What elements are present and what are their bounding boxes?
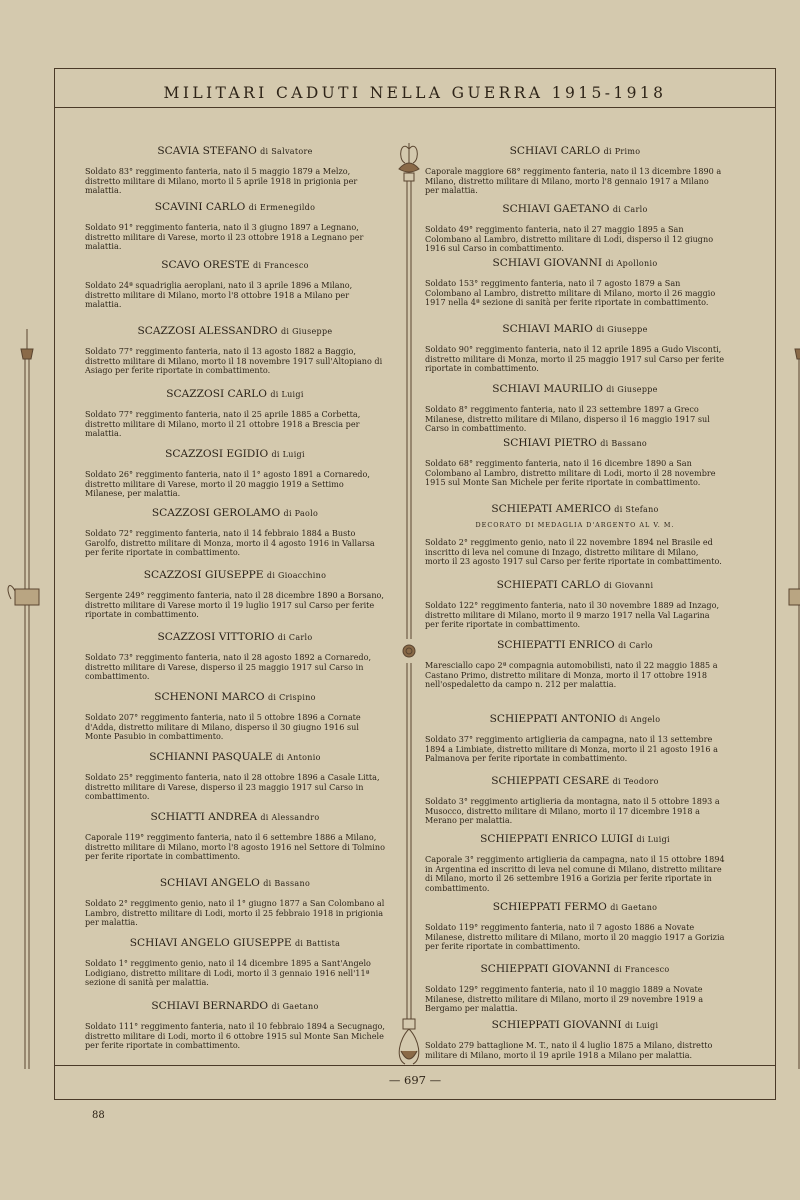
entry-text: Soldato 2° reggimento genio, nato il 1° giugno 1877 a San Colombano al Lambro, distretto militare di Lodi, morto il 25 febbraio 1918 in prigionia per malattia.: [85, 898, 385, 928]
page-frame: [54, 68, 776, 1100]
soldier-name: SCHIEPPATI ANTONIO: [489, 713, 616, 725]
entry: [425, 503, 725, 567]
soldier-name: SCHIAVI CARLO: [509, 145, 601, 157]
father-name: di Francesco: [613, 965, 670, 974]
soldier-name: SCAZZOSI EGIDIO: [165, 448, 269, 460]
entry: [425, 257, 725, 308]
entry-text: Soldato 2° reggimento genio, nato il 22 novembre 1894 nel Brasile ed inscritto di leva nel comune di Inzago, distretto militare di Milano, morto il 23 agosto 1917 sul Carso per ferite riportate in combattimento.: [425, 537, 722, 567]
entry-text: Soldato 119° reggimento fanteria, nato il 7 agosto 1886 a Novate Milanese, distretto militare di Milano, morto il 20 maggio 1917 a Gorizia per ferite riportate in combattimento.: [425, 922, 725, 952]
entry: [425, 901, 725, 952]
entry: [85, 388, 385, 439]
father-name: di Giuseppe: [606, 385, 658, 394]
soldier-name: SCHIATTI ANDREA: [150, 811, 258, 823]
entry-text: Soldato 26° reggimento fanteria, nato il 1° agosto 1891 a Cornaredo, distretto militare di Varese, morto il 20 maggio 1919 a Settimo Milanese, per malattia.: [85, 469, 370, 499]
father-name: di Carlo: [277, 633, 313, 642]
bottom-rule: [55, 1065, 775, 1066]
father-name: di Antonio: [275, 753, 321, 762]
entry: [425, 713, 725, 764]
entry: [85, 259, 385, 310]
father-name: di Luigi: [271, 450, 305, 459]
entry: [85, 877, 385, 928]
entry: [85, 691, 385, 742]
father-name: di Giovanni: [603, 581, 654, 590]
father-name: di Ermenegildo: [248, 203, 316, 212]
soldier-name: SCAZZOSI GEROLAMO: [151, 507, 281, 519]
father-name: di Gioacchino: [266, 571, 327, 580]
father-name: di Apollonio: [605, 259, 658, 268]
entry: [425, 383, 725, 434]
entry: [425, 833, 725, 893]
soldier-name: SCHIEPATTI ENRICO: [497, 639, 615, 651]
soldier-name: SCAZZOSI ALESSANDRO: [137, 325, 278, 337]
entry-text: Soldato 25° reggimento fanteria, nato il 28 ottobre 1896 a Casale Litta, distretto militare di Varese, disperso il 23 maggio 1917 sul Carso in combattimento.: [85, 772, 380, 802]
soldier-name: SCHIEPPATI GIOVANNI: [480, 963, 611, 975]
soldier-name: SCHIAVI ANGELO GIUSEPPE: [129, 937, 292, 949]
soldier-name: SCHIAVI MARIO: [502, 323, 593, 335]
title-band: [55, 69, 775, 108]
entry: [85, 507, 385, 558]
father-name: di Bassano: [600, 439, 648, 448]
soldier-name: SCHIEPPATI FERMO: [492, 901, 607, 913]
entry-text: Maresciallo capo 2ª compagnia automobilisti, nato il 22 maggio 1885 a Castano Primo, distretto militare di Monza, morto il 17 ottobre 1918 nell'ospedaletto da campo n. 212 per malattia.: [425, 660, 718, 690]
entry-text: Sergente 249° reggimento fanteria, nato il 28 dicembre 1890 a Borsano, distretto militare di Varese morto il 19 luglio 1917 sul Carso per ferite riportate in combattimento.: [85, 590, 384, 620]
right-staff-ornament: [777, 329, 800, 1069]
soldier-name: SCAVIA STEFANO: [157, 145, 257, 157]
entry: [85, 201, 385, 252]
entry: [425, 1019, 725, 1060]
entry: [425, 145, 725, 196]
entry-text: Soldato 24ª squadriglia aeroplani, nato il 3 aprile 1896 a Milano, distretto militare di Milano, morto l'8 ottobre 1918 a Milano per malattia.: [85, 280, 353, 310]
father-name: di Crispino: [267, 693, 316, 702]
entry-text: Soldato 91° reggimento fanteria, nato il 3 giugno 1897 a Legnano, distretto militare di Varese, morto il 23 ottobre 1918 a Legnano per malattia.: [85, 222, 364, 252]
folio-number: 88: [92, 1110, 105, 1121]
soldier-name: SCAZZOSI GIUSEPPE: [143, 569, 264, 581]
entry: [85, 631, 385, 682]
page-number: — 697 —: [388, 1073, 442, 1087]
father-name: di Luigi: [625, 1021, 659, 1030]
father-name: di Luigi: [270, 390, 304, 399]
soldier-name: SCHIAVI PIETRO: [502, 437, 597, 449]
center-staff-ornament: [391, 139, 427, 1069]
soldier-name: SCHIANNI PASQUALE: [149, 751, 273, 763]
entry-text: Soldato 8° reggimento fanteria, nato il 23 settembre 1897 a Greco Milanese, distretto militare di Milano, disperso il 16 maggio 1917 sul Carso in combattimento.: [425, 404, 710, 434]
entry-text: Soldato 49° reggimento fanteria, nato il 27 maggio 1895 a San Colombano al Lambro, distretto militare di Lodi, disperso il 12 giugno 1916 sul Carso in combattimento.: [425, 224, 714, 254]
entry-text: Caporale 3° reggimento artiglieria da campagna, nato il 15 ottobre 1894 in Argentina ed inscritto di leva nel comune di Milano, distretto militare di Milano, morto il 26 settembre 1916 a Gorizia per ferite riportate in combattimento.: [425, 854, 725, 893]
soldier-name: SCHIAVI MAURILIO: [492, 383, 603, 395]
entry-text: Soldato 122° reggimento fanteria, nato il 30 novembre 1889 ad Inzago, distretto militare di Milano, morto il 9 marzo 1917 nella Val Lagarina per ferite riportate in combattimento.: [425, 600, 720, 630]
entry-text: Soldato 129° reggimento fanteria, nato il 10 maggio 1889 a Novate Milanese, distretto militare di Milano, morto il 29 novembre 1919 a Bergamo per malattia.: [425, 984, 704, 1014]
father-name: di Alessandro: [260, 813, 320, 822]
soldier-name: SCHIAVI GAETANO: [502, 203, 610, 215]
entry: [85, 569, 385, 620]
entry: [85, 811, 385, 862]
entry-text: Soldato 83° reggimento fanteria, nato il 5 maggio 1879 a Melzo, distretto militare di Milano, morto il 5 aprile 1918 in prigionia per malattia.: [85, 166, 358, 196]
father-name: di Salvatore: [260, 147, 313, 156]
entry: [85, 325, 385, 376]
entry-text: Soldato 73° reggimento fanteria, nato il 28 agosto 1892 a Cornaredo, distretto militare di Varese, disperso il 25 maggio 1917 sul Carso in combattimento.: [85, 652, 372, 682]
entry-text: Caporale 119° reggimento fanteria, nato il 6 settembre 1886 a Milano, distretto militare di Milano, morto l'8 agosto 1916 nel Settore di Tolmino per ferite riportate in combattimento.: [85, 832, 385, 862]
entry-text: Soldato 72° reggimento fanteria, nato il 14 febbraio 1884 a Busto Garolfo, distretto militare di Monza, morto il 4 agosto 1916 in Vallarsa per ferite riportate in combattimento.: [85, 528, 375, 558]
entry: [425, 963, 725, 1014]
father-name: di Bassano: [263, 879, 311, 888]
soldier-name: SCHIEPATI AMERICO: [491, 503, 611, 515]
soldier-name: SCHIEPPATI CESARE: [491, 775, 610, 787]
entry-text: Caporale maggiore 68° reggimento fanteria, nato il 13 dicembre 1890 a Milano, distretto militare di Milano, morto l'8 gennaio 1917 a Milano per malattia.: [425, 166, 722, 196]
entry: [425, 437, 725, 488]
page-title: MILITARI CADUTI NELLA GUERRA 1915-1918: [163, 84, 667, 102]
father-name: di Francesco: [253, 261, 309, 270]
soldier-name: SCHENONI MARCO: [154, 691, 265, 703]
entry: [85, 1000, 385, 1051]
entry: [425, 579, 725, 630]
entry: [85, 751, 385, 802]
entry: [85, 937, 385, 988]
father-name: di Teodoro: [612, 777, 659, 786]
entry-text: Soldato 37° reggimento artiglieria da campagna, nato il 13 settembre 1894 a Limbiate, distretto militare di Monza, morto il 21 agosto 1916 a Palmanova per ferite riportate in combattimento.: [425, 734, 718, 764]
entry-text: Soldato 3° reggimento artiglieria da montagna, nato il 5 ottobre 1893 a Musocco, distretto militare di Milano, morto il 17 dicembre 1918 a Merano per malattia.: [425, 796, 720, 826]
soldier-name: SCHIAVI BERNARDO: [151, 1000, 269, 1012]
father-name: di Luigi: [636, 835, 670, 844]
entry-text: Soldato 1° reggimento genio, nato il 14 dicembre 1895 a Sant'Angelo Lodigiano, distretto militare di Lodi, morto il 3 gennaio 1916 nell'11ª sezione di sanità per malattia.: [85, 958, 371, 988]
entry-text: Soldato 153° reggimento fanteria, nato il 7 agosto 1879 a San Colombano al Lambro, distretto militare di Milano, morto il 26 maggio 1917 nella 4ª sezione di sanità per ferite riportate in combattimento.: [425, 278, 716, 308]
soldier-name: SCAVINI CARLO: [154, 201, 246, 213]
entry: [425, 323, 725, 374]
soldier-name: SCHIEPPATI GIOVANNI: [491, 1019, 622, 1031]
father-name: di Carlo: [612, 205, 648, 214]
entry-text: Soldato 90° reggimento fanteria, nato il 12 aprile 1895 a Gudo Visconti, distretto militare di Monza, morto il 25 maggio 1917 sul Carso per ferite riportate in combattimento.: [425, 344, 725, 374]
entry: [425, 639, 725, 690]
soldier-name: SCHIAVI ANGELO: [159, 877, 260, 889]
soldier-name: SCHIEPATI CARLO: [496, 579, 601, 591]
entry: [85, 448, 385, 499]
father-name: di Primo: [603, 147, 641, 156]
father-name: di Angelo: [619, 715, 661, 724]
entry-text: Soldato 77° reggimento fanteria, nato il 13 agosto 1882 a Baggio, distretto militare di Milano, morto il 18 novembre 1917 sull'Altopiano di Asiago per ferite riportate in combattimento.: [85, 346, 383, 376]
soldier-name: SCHIEPPATI ENRICO LUIGI: [480, 833, 634, 845]
father-name: di Paolo: [283, 509, 319, 518]
father-name: di Giuseppe: [596, 325, 648, 334]
soldier-name: SCAZZOSI VITTORIO: [157, 631, 275, 643]
entry: [425, 775, 725, 826]
soldier-name: SCAZZOSI CARLO: [166, 388, 267, 400]
decoration-note: DECORATO DI MEDAGLIA D'ARGENTO AL V. M.: [475, 521, 675, 529]
entry-text: Soldato 111° reggimento fanteria, nato il 10 febbraio 1894 a Secugnago, distretto militare di Lodi, morto il 6 ottobre 1915 sul Monte San Michele per ferite riportate in combattimento.: [85, 1021, 385, 1051]
entry-text: Soldato 279 battaglione M. T., nato il 4 luglio 1875 a Milano, distretto militare di Milano, morto il 19 aprile 1918 a Milano per malattia.: [425, 1040, 713, 1060]
entry: [85, 145, 385, 196]
father-name: di Carlo: [618, 641, 653, 650]
entry-text: Soldato 68° reggimento fanteria, nato il 16 dicembre 1890 a San Colombano al Lambro, distretto militare di Lodi, morto il 28 novembre 1915 sul Monte San Michele per ferite riportate in combattimento.: [425, 458, 716, 488]
father-name: di Gaetano: [271, 1002, 319, 1011]
father-name: di Stefano: [614, 505, 659, 514]
soldier-name: SCHIAVI GIOVANNI: [492, 257, 603, 269]
left-staff-ornament: [3, 329, 51, 1069]
entry: [425, 203, 725, 254]
father-name: di Giuseppe: [280, 327, 333, 336]
entry-text: Soldato 77° reggimento fanteria, nato il 25 aprile 1885 a Corbetta, distretto militare di Milano, morto il 21 ottobre 1918 a Brescia per malattia.: [85, 409, 361, 439]
soldier-name: SCAVO ORESTE: [161, 259, 250, 271]
father-name: di Gaetano: [610, 903, 658, 912]
entry-text: Soldato 207° reggimento fanteria, nato il 5 ottobre 1896 a Cornate d'Adda, distretto militare di Milano, disperso il 30 giugno 1916 sul Monte Pasubio in combattimento.: [85, 712, 361, 742]
father-name: di Battista: [295, 939, 341, 948]
